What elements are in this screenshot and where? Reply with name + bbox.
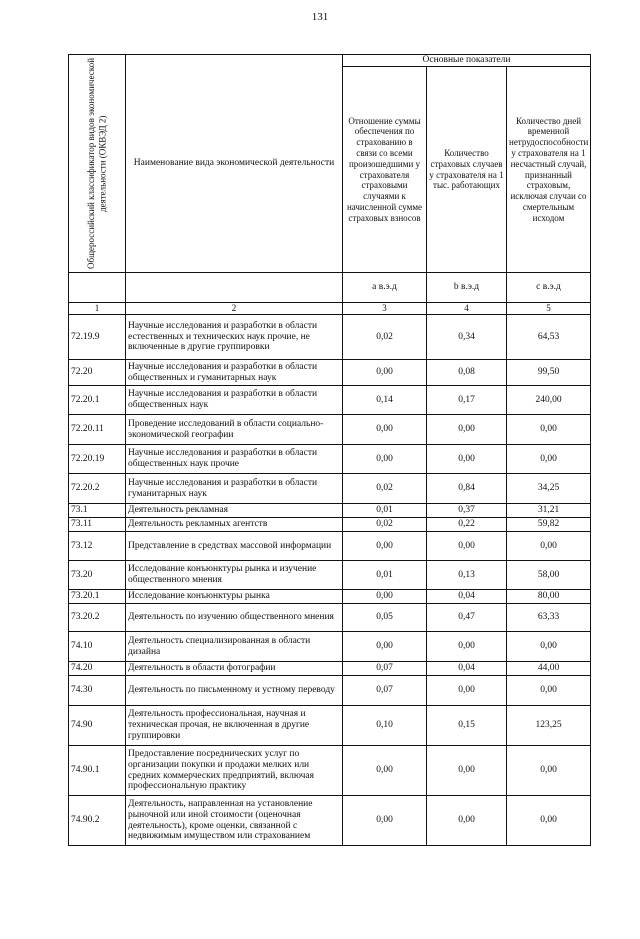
table-row (69, 518, 591, 532)
row-code: 72.20 (69, 360, 126, 386)
table-row (69, 706, 591, 746)
row-name: Деятельность в области фотографии (126, 662, 343, 676)
row-code: 73.20 (69, 561, 126, 590)
row-value-c: 0,00 (507, 532, 591, 561)
row-name: Деятельность по изучению общественного мнения (126, 604, 343, 632)
row-value-c: 44,00 (507, 662, 591, 676)
table-row (69, 676, 591, 706)
header-col-a-label: Отношение суммы обеспечения по страхованию в связи со всеми произошедшими у страхователя страховыми случаями к начисленной сумме страховых взносов (343, 67, 427, 273)
row-name: Деятельность специализированная в области дизайна (126, 632, 343, 662)
row-name: Деятельность рекламных агентств (126, 518, 343, 532)
row-value-b: 0,00 (427, 676, 507, 706)
row-value-a: 0,00 (343, 632, 427, 662)
row-name: Научные исследования и разработки в области естественных и технических наук прочие, не включенные в другие группировки (126, 315, 343, 360)
row-code: 73.1 (69, 504, 126, 518)
row-value-b: 0,04 (427, 590, 507, 604)
row-value-b: 0,00 (427, 532, 507, 561)
table-row (69, 662, 591, 676)
row-value-c: 64,53 (507, 315, 591, 360)
table-row (69, 796, 591, 846)
row-value-c: 240,00 (507, 386, 591, 415)
header-col-a-sym: a в.э.д (343, 273, 427, 303)
header-code-label: Общероссийский классификатор видов экономической деятельности (ОКВЭД 2) (85, 57, 107, 270)
row-code: 72.20.11 (69, 415, 126, 445)
row-value-c: 34,25 (507, 474, 591, 504)
row-name: Предоставление посреднических услуг по организации покупки и продажи мелких или средних коммерческих предприятий, включая профессиональную практику (126, 746, 343, 796)
row-code: 72.20.2 (69, 474, 126, 504)
row-name: Деятельность, направленная на установление рыночной или иной стоимости (оценочная деятельность), кроме оценки, связанной с недвижимым имуществом или страхованием (126, 796, 343, 846)
row-value-b: 0,04 (427, 662, 507, 676)
table-row (69, 590, 591, 604)
row-value-b: 0,13 (427, 561, 507, 590)
row-value-a: 0,00 (343, 415, 427, 445)
row-code: 74.20 (69, 662, 126, 676)
row-value-b: 0,84 (427, 474, 507, 504)
row-value-c: 123,25 (507, 706, 591, 746)
row-value-a: 0,02 (343, 315, 427, 360)
column-number: 3 (343, 303, 427, 315)
table-row (69, 474, 591, 504)
row-value-a: 0,14 (343, 386, 427, 415)
row-name: Научные исследования и разработки в области общественных наук прочие (126, 445, 343, 474)
table-row (69, 532, 591, 561)
row-value-c: 99,50 (507, 360, 591, 386)
row-name: Деятельность профессиональная, научная и техническая прочая, не включенная в другие группировки (126, 706, 343, 746)
row-value-b: 0,47 (427, 604, 507, 632)
indicators-table (68, 54, 591, 846)
row-value-b: 0,00 (427, 445, 507, 474)
row-value-a: 0,00 (343, 445, 427, 474)
row-code: 73.20.2 (69, 604, 126, 632)
row-value-a: 0,07 (343, 676, 427, 706)
header-col-c-sym: c в.э.д (507, 273, 591, 303)
row-code: 73.20.1 (69, 590, 126, 604)
row-code: 73.11 (69, 518, 126, 532)
row-value-b: 0,17 (427, 386, 507, 415)
row-code: 73.12 (69, 532, 126, 561)
row-value-a: 0,02 (343, 474, 427, 504)
page-number: 131 (311, 11, 329, 23)
row-value-c: 63,33 (507, 604, 591, 632)
row-code: 72.20.19 (69, 445, 126, 474)
header-name-label: Наименование вида экономической деятельности (126, 55, 343, 273)
row-value-c: 0,00 (507, 632, 591, 662)
row-value-c: 31,21 (507, 504, 591, 518)
row-value-c: 0,00 (507, 746, 591, 796)
row-value-b: 0,00 (427, 632, 507, 662)
row-value-a: 0,02 (343, 518, 427, 532)
row-value-b: 0,00 (427, 796, 507, 846)
table-row (69, 746, 591, 796)
table-row (69, 415, 591, 445)
row-value-a: 0,01 (343, 504, 427, 518)
row-value-a: 0,00 (343, 746, 427, 796)
column-number: 2 (126, 303, 343, 315)
row-code: 72.20.1 (69, 386, 126, 415)
row-code: 74.90 (69, 706, 126, 746)
header-col-c-label: Количество дней временной нетрудоспособности у страхователя на 1 несчастный случай, признанный страховым, исключая случаи со смертельным исходом (507, 67, 591, 273)
row-code: 74.30 (69, 676, 126, 706)
row-code: 74.90.1 (69, 746, 126, 796)
row-name: Деятельность по письменному и устному переводу (126, 676, 343, 706)
column-number: 5 (507, 303, 591, 315)
row-value-b: 0,15 (427, 706, 507, 746)
table-row (69, 445, 591, 474)
row-value-a: 0,10 (343, 706, 427, 746)
row-name: Исследование конъюнктуры рынка и изучение общественного мнения (126, 561, 343, 590)
table-row (69, 386, 591, 415)
table-row (69, 504, 591, 518)
row-value-a: 0,00 (343, 360, 427, 386)
row-name: Исследование конъюнктуры рынка (126, 590, 343, 604)
column-number: 1 (69, 303, 126, 315)
table-row (69, 315, 591, 360)
row-value-a: 0,05 (343, 604, 427, 632)
row-value-c: 59,82 (507, 518, 591, 532)
row-value-b: 0,37 (427, 504, 507, 518)
row-name: Проведение исследований в области социально-экономической географии (126, 415, 343, 445)
row-name: Деятельность рекламная (126, 504, 343, 518)
row-value-b: 0,34 (427, 315, 507, 360)
row-value-c: 0,00 (507, 445, 591, 474)
row-code: 72.19.9 (69, 315, 126, 360)
table-row (69, 360, 591, 386)
row-value-a: 0,01 (343, 561, 427, 590)
table-row (69, 604, 591, 632)
row-value-a: 0,00 (343, 532, 427, 561)
row-value-c: 0,00 (507, 796, 591, 846)
row-name: Научные исследования и разработки в области гуманитарных наук (126, 474, 343, 504)
column-number: 4 (427, 303, 507, 315)
row-value-b: 0,00 (427, 415, 507, 445)
header-name-sym-cell (126, 273, 343, 303)
row-value-c: 0,00 (507, 415, 591, 445)
table-row (69, 561, 591, 590)
row-value-a: 0,00 (343, 590, 427, 604)
row-value-c: 58,00 (507, 561, 591, 590)
row-value-b: 0,00 (427, 746, 507, 796)
header-col-b-label: Количество страховых случаев у страхователя на 1 тыс. работающих (427, 67, 507, 273)
row-name: Научные исследования и разработки в области общественных и гуманитарных наук (126, 360, 343, 386)
row-code: 74.10 (69, 632, 126, 662)
header-col-b-sym: b в.э.д (427, 273, 507, 303)
row-value-c: 0,00 (507, 676, 591, 706)
row-name: Представление в средствах массовой информации (126, 532, 343, 561)
row-code: 74.90.2 (69, 796, 126, 846)
header-code-cell (69, 55, 126, 273)
row-name: Научные исследования и разработки в области общественных наук (126, 386, 343, 415)
row-value-b: 0,22 (427, 518, 507, 532)
header-group-label: Основные показатели (343, 55, 591, 67)
row-value-a: 0,00 (343, 796, 427, 846)
table-row (69, 632, 591, 662)
row-value-c: 80,00 (507, 590, 591, 604)
row-value-a: 0,07 (343, 662, 427, 676)
header-code-sym-cell (69, 273, 126, 303)
row-value-b: 0,08 (427, 360, 507, 386)
